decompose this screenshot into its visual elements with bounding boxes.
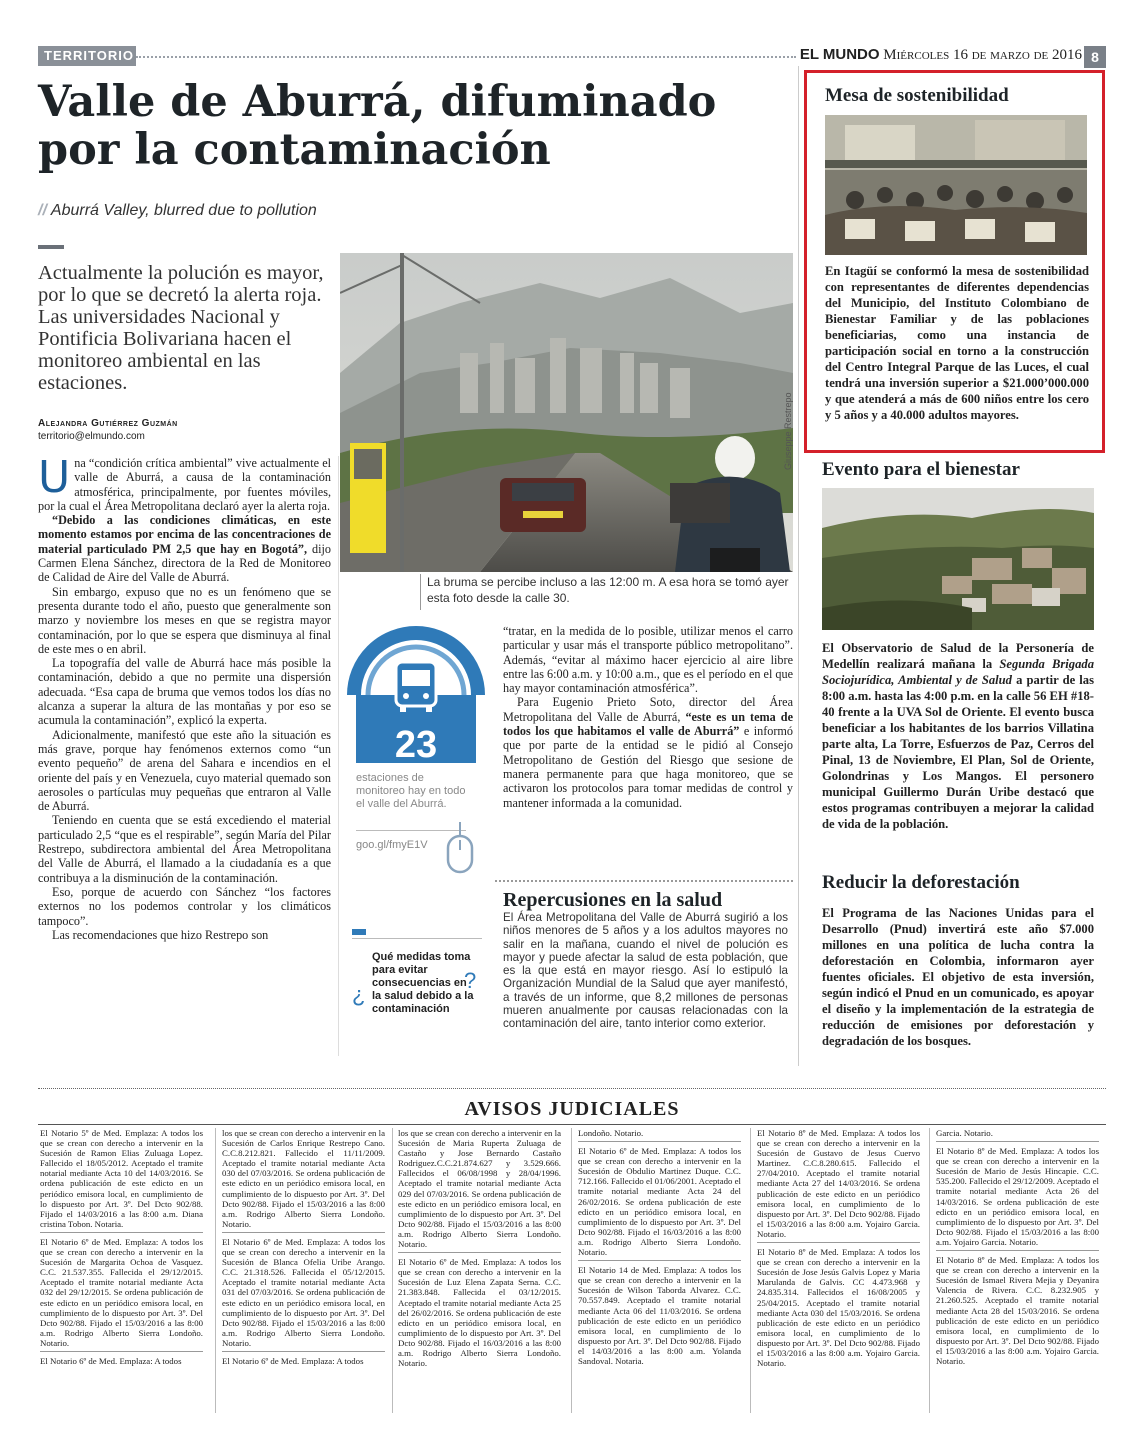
paragraph: Adicionalmente, manifestó que este año la situación es más grave, porque hay fenómenos externos como “un evento pequeño” de arena del Sahara e incendios en el oriente del país y en Venezuela, cuyo material quemado son aerosoles o partículas muy pequeñas que entraron al Valle de Aburrá. xyxy=(38,727,331,814)
photo-caption: La bruma se percibe incluso a las 12:00 m. A esa hora se tomó ayer esta foto desde la calle 30. xyxy=(420,574,793,610)
legal-notice: Londoño. Notario. xyxy=(578,1128,741,1142)
avisos-column-3 xyxy=(398,1128,561,1375)
mesa-title: Mesa de sostenibilidad xyxy=(825,85,1009,106)
avisos-column-6 xyxy=(936,1128,1099,1373)
legal-notice: los que se crean con derecho a intervenir en la Sucesión de Carlos Enrique Restrepo Cano. C.C.8.212.821. Fallecido el 11/11/2009. Aceptado el tramite notarial mediante Acta 030 del 07/03/2016. Se ordena publicación de este edicto en un periódico emisora local, en cumplimiento de lo dispuesto por Art. 3º. Del Dcto 902/88. Fijado el 15/03/2016 a las 8:00 a.m. Rodrigo Alberto Sierra Londoño. Notario. xyxy=(222,1128,385,1233)
legal-separator xyxy=(929,1128,930,1413)
paragraph xyxy=(38,513,331,584)
deforestacion-text: El Programa de las Naciones Unidas para el Desarrollo (Pnud) invertirá este año $7.000 millones en una política de lucha contra la deforestación en Colombia, informaron ayer fuentes oficiales. El objetivo de esta inversión, según indicó el Pnud en un comunicado, es apoyar el diseño y la implementación de la estrategia de reducción de emisiones por deforestación y degradación de los bosques. xyxy=(822,906,1094,1048)
sidebar-divider xyxy=(798,66,799,1066)
paragraph-text: dijo Carmen Elena Sánchez, directora de la Red de Monitoreo de Calidad de Aire del Valle de Aburrá. xyxy=(38,541,331,585)
legal-separator xyxy=(392,1128,393,1413)
slash-mark: // xyxy=(38,202,47,219)
headline: Valle de Aburrá, difuminado por la contaminación xyxy=(38,77,717,175)
section-rule xyxy=(136,56,796,58)
english-title xyxy=(38,202,538,220)
legal-notice: Garcia. Notario. xyxy=(936,1128,1099,1142)
photo-credit: Giuseppe Restrepo xyxy=(783,392,793,470)
repercusiones-text: El Área Metropolitana del Valle de Aburrá sugirió a los niños menores de 5 años y a los adultos mayores no salir en la mañana, cuando el nivel de polución es mayor y puede afectar la salud de esta población, que es la que está en mayor riesgo. Así lo estipuló la Organización Mundial de la Salud que ayer manifestó, a través de un informe, que 8,2 millones de personas mueren anualmente por causas relacionadas con la contaminación del aire, tanto interior como exterior. xyxy=(503,911,788,1031)
legal-notice: El Notario 8º de Med. Emplaza: A todos los que se crean con derecho a intervenir en la Sucesión de Mario de Jesús Hincapie. C.C. 535.200. Fallecido el 29/12/2009. Aceptado el tramite notarial mediante Acta 26 del 14/03/2016. Se ordena publicación de este edicto en un periódico emisora local, en cumplimiento de lo dispuesto por Art. 3º. Del Dcto 902/88. Fijado el 15/03/2016 a las 8:00 a.m. Yojairo Garcia. Notario. xyxy=(936,1146,1099,1251)
neighborhood-photo xyxy=(822,488,1094,630)
paragraph: Las recomendaciones que hizo Restrepo son xyxy=(52,927,269,942)
column-divider xyxy=(338,456,339,1056)
question-divider xyxy=(352,938,482,939)
byline-email: territorio@elmundo.com xyxy=(38,431,145,442)
stations-text: estaciones de monitoreo hay en todo el valle del Aburrá. xyxy=(356,772,466,810)
quote-text: “Debido a las condiciones climáticas, en este momento estamos por encima de las concentraciones de material particulado PM 2,5 que hay en Bogotá”, xyxy=(38,513,331,556)
repercusiones-title: Repercusiones en la salud xyxy=(503,889,723,911)
paragraph xyxy=(503,695,793,809)
article-column-1 xyxy=(38,452,331,942)
masthead xyxy=(796,46,1082,66)
quote-text: “este es un tema de todos los que habitamos el valle de Aburrá” xyxy=(503,709,793,739)
main-photo xyxy=(340,253,793,572)
paragraph: “tratar, en la medida de lo posible, utilizar menos el carro particular y usar más el transporte público metropolitano”. Además, “evitar al máximo hacer ejercicio al aire libre entre las 6:00 a.m. y 10:00 a.m., que es el período en el que hay mayor contaminación atmosférica”. xyxy=(503,624,793,696)
avisos-column-4 xyxy=(578,1128,741,1373)
question-open-mark: ¿ xyxy=(352,982,366,1007)
legal-notice: El Notario 6º de Med. Emplaza: A todos xyxy=(222,1355,364,1366)
info-link[interactable]: goo.gl/fmyE1V xyxy=(356,839,428,851)
paragraph-text: e informó que por parte de la entidad se le pidió al Consejo Metropolitano de Gestión del Riesgo que sesione de manera permanente para que haga monitoreo, que se activaron los protocolos para tomar medidas de control y mantener informada a la comunidad. xyxy=(503,724,793,810)
legal-notice: El Notario 6º de Med. Emplaza: A todos los que se crean con derecho a intervenir en la Sucesión de Blanca Ofelia Uribe Arango. C.C. 21.318.526. Fallecida el 05/12/2015. Aceptado el tramite notarial mediante Acta 031 del 07/03/2016. Se ordena publicación de este edicto en un periódico emisora local, en cumplimiento de lo dispuesto por Art. 3º. Del Dcto 902/88. Fijado el 15/03/2016 a las 8:00 a.m. Rodrigo Alberto Sierra Londoño. Notario. xyxy=(222,1237,385,1352)
english-title-text: Aburrá Valley, blurred due to pollution xyxy=(50,202,317,219)
drop-cap: U xyxy=(38,452,71,503)
paragraph xyxy=(38,452,331,513)
question-text: Qué medidas toma para evitar consecuencias en la salud debido a la contaminación xyxy=(372,951,474,1015)
article-column-2 xyxy=(503,624,793,810)
mesa-sostenibilidad-box xyxy=(804,70,1105,453)
legal-notice: El Notario 5º de Med. Emplaza: A todos los que se crean con derecho a intervenir en la Sucesión de Ramon Elias Zuluaga Lopez. Fallecido el 18/05/2012. Aceptado el tramite notarial mediante Acta 10 del 14/03/2016. Se ordena publicación de este edicto en un periódico emisora local, en cumplimiento de lo dispuesto por Art. 3º. Del Dcto 902/88. Fijado el 14/03/2016 a las 8:00 a.m. Diana cristina Tobon. Notaria. xyxy=(40,1128,203,1233)
section-label: TERRITORIO xyxy=(38,46,136,66)
legal-notice: El Notario 6º de Med. Emplaza: A todos los que se crean con derecho a intervenir en la Sucesión de Luz Elena Zapata Serna. C.C. 21.383.848. Fallecida el 03/12/2015. Aceptado el tramite notarial mediante Acta 25 del 26/02/2016. Se ordena publicación de este edicto en un periódico emisora local, en cumplimiento de lo dispuesto por Art. 3º. Del Dcto 902/88. Fijado el 16/03/2016 a las 8:00 a.m. Rodrigo Alberto Sierra Londoño. Notario. xyxy=(398,1257,561,1369)
legal-notice: El Notario 6º de Med. Emplaza: A todos los que se crean con derecho a intervenir en la Sucesión de Obdulio Martinez Duque. C.C. 712.166. Fallecido el 01/06/2001. Aceptado el tramite notarial mediante Acta 24 del 26/02/2016. Se ordena publicación de este edicto en un periódico emisora local, en cumplimiento de lo dispuesto por Art. 3º. Del Dcto 902/88. Fijado el 16/03/2016 a las 8:00 a.m. Rodrigo Alberto Sierra Londoño. Notario. xyxy=(578,1146,741,1261)
byline-author: Alejandra Gutiérrez Guzmán xyxy=(38,418,178,429)
legal-notice: El Notario 8º de Med. Emplaza: A todos los que se crean con derecho a intervenir en la Sucesión de Jose Jesús Galvis Lopez y Maria Marulanda de Galvis. CC 4.473.968 y 24.835.314. Fallecidos el 16/08/2005 y 25/04/2015. Aceptado el tramite notarial mediante Acta 030 del 15/03/2016. Se ordena publicación de este edicto en un periódico emisora local, en cumplimiento de lo dispuesto por Art. 3º. Del Dcto 902/88. Fijado el 15/03/2016 a las 8:00 a.m. Yojairo Garcia. Notario. xyxy=(757,1247,920,1369)
meeting-photo xyxy=(825,115,1087,255)
legal-separator xyxy=(571,1128,572,1413)
legal-title-rule xyxy=(38,1124,1106,1125)
legal-top-rule xyxy=(38,1088,1106,1089)
paragraph-text: Para Eugenio Prieto Soto, director del Área Metropolitana del Valle de Aburrá, xyxy=(503,695,793,724)
paper-name: EL MUNDO xyxy=(799,46,880,63)
legal-separator xyxy=(750,1128,751,1413)
paragraph: La topografía del valle de Aburrá hace más posible la contaminación, debido a que no permite una dispersión adecuada. “Esa capa de bruma que vemos todos los días no alcanza a superar la altura de las montañas y por eso se acumula la contaminación”, explicó la experta. xyxy=(38,656,331,728)
evento-text-a: El Observatorio de Salud de la Personería de Medellín realizará mañana la xyxy=(822,641,1094,671)
mesa-text: En Itagüí se conformó la mesa de sostenibilidad con representantes de diferentes dependencias del Municipio, del Instituto Colombiano de Bienestar Familiar y de las poblaciones beneficiarias, como una instancia de participación social en torno a la construcción del Centro Integral Parque de las Luces, el cual tendrá una inversión superior a $21.000’000.000 y que atenderá a más de 600 niños entre los cero y 5 años y a 40.000 adultos mayores. xyxy=(825,264,1089,422)
avisos-column-2 xyxy=(222,1128,385,1373)
issue-date: Miércoles 16 de marzo de 2016 xyxy=(883,47,1082,63)
evento-title: Evento para el bienestar xyxy=(822,459,1020,480)
avisos-column-5 xyxy=(757,1128,920,1375)
lead-marker xyxy=(38,245,64,249)
stations-count: 23 xyxy=(394,724,438,766)
paragraph: Sin embargo, expuso que no es un fenómeno que se presenta durante todo el año, puesto que generalmente son marzo y noviembre los meses en que se registra mayor contaminación, por lo que se espera que disminuya al final de este mes o en abril. xyxy=(38,584,331,656)
box-rule xyxy=(495,880,793,882)
question-bar-icon xyxy=(352,929,366,935)
avisos-column-1 xyxy=(40,1128,203,1373)
legal-notice: El Notario 6º de Med. Emplaza: A todos los que se crean con derecho a intervenir en la Sucesión de Margarita Ochoa de Vasquez. C.C. 21.537.355. Fallecida el 29/12/2015. Aceptado el tramite notarial mediante Acta 032 del 29/12/2015. Se ordena publicación de este edicto en un periódico emisora local, en cumplimiento de lo dispuesto por Art. 3º. Del Dcto 902/88. Fijado el 15/03/2016 a las 8:00 a.m. Rodrigo Alberto Sierra Londoño. Notario. xyxy=(40,1237,203,1352)
question-close-mark: ? xyxy=(464,968,477,993)
paragraph-text: na “condición crítica ambiental” vive actualmente el valle de Aburrá, a causa de la contaminación atmosférica, principalmente, por fuentes móviles, por la cual el Área Metropolitana declaró ayer la alerta roja. xyxy=(38,456,331,513)
evento-text xyxy=(822,640,1094,832)
avisos-title: AVISOS JUDICIALES xyxy=(464,1098,680,1120)
evento-text-b: a partir de las 8:00 a.m. hasta las 4:00 p.m. en la calle 56 EH #18-40 frente a la UVA Sol de Oriente. El evento busca beneficiar a los habitantes de los barrios Villatina parte alta, La Torre, Esfuerzos de Paz, Cerros del Pinal, 13 de Noviembre, El Plan, Sol de Oriente, Golondrinas y Los Mangos. El personero municipal Guillermo Durán Uribe destacó que estos programas contribuyen a mejorar la calidad de vida de la población. xyxy=(822,673,1094,831)
legal-separator xyxy=(215,1128,216,1413)
legal-notice: El Notario 14 de Med. Emplaza: A todos los que se crean con derecho a intervenir en la Sucesión de Wilson Taborda Alvarez. C.C. 70.557.849. Aceptado el tramite notarial mediante Acta 06 del 11/03/2016. Se ordena publicación de este edicto en un periódico emisora local, en cumplimiento de lo dispuesto por Art. 3º. Del Dcto 902/88. Fijado el 14/03/2016 a las 8:00 a.m. Yolanda Sandoval. Notaria. xyxy=(578,1265,741,1366)
legal-notice: los que se crean con derecho a intervenir en la Sucesión de Maria Ruperta Zuluaga de Castaño y Jose Bernardo Castaño Rodriguez.C.C.21.874.627 y 3.529.666. Fallecidos el 06/08/1998 y 28/04/1996. Aceptado el tramite notarial mediante Acta 029 del 07/03/2016. Se ordena publicación de este edicto en un periódico emisora local, en cumplimiento de lo dispuesto por Art. 3º. Del Dcto 902/88. Fijado el 15/03/2016 a las 8:00 a.m. Rodrigo Alberto Sierra Londoño. Notario. xyxy=(398,1128,561,1253)
paragraph: Teniendo en cuenta que se está excediendo el material particulado 2,5 “que es el respirable”, según María del Pilar Restrepo, subdirectora ambiental del Área Metropolitana del Valle de Aburrá, el llamado a la ciudadanía es a que contribuya a la disminución de la contaminación. xyxy=(38,813,331,885)
bus-icon xyxy=(396,662,436,712)
smog-street-photo xyxy=(340,253,793,572)
page-number: 8 xyxy=(1084,46,1106,68)
evento-text-italic: Segunda Brigada Sociojurídica, Ambiental y de Salud xyxy=(822,657,1094,687)
legal-notice: El Notario 6º de Med. Emplaza: A todos xyxy=(40,1355,182,1366)
mouse-icon xyxy=(440,822,480,892)
lead-paragraph: Actualmente la polución es mayor, por lo que se decretó la alerta roja. Las universidades Nacional y Pontificia Bolivariana hacen el monitoreo ambiental en las estaciones. xyxy=(38,262,324,394)
paragraph: Eso, porque de acuerdo con Sánchez “los factores externos no los podemos controlar y los climáticos tampoco”. xyxy=(38,884,331,928)
legal-notice: El Notario 8º de Med. Emplaza: A todos los que se crean con derecho a intervenir en la Sucesión de Ismael Rivera Mejia y Deyanira Valencia de Rivera. C.C. 8.232.905 y 21.260.525. Aceptado el tramite notarial mediante Acta 28 del 15/03/2016. Se ordena publicación de este edicto en un periódico emisora local, en cumplimiento de lo dispuesto por Art. 3º. Del Dcto 902/88. Fijado el 15/03/2016 a las 8:00 a.m. Yojairo Garcia. Notario. xyxy=(936,1255,1099,1366)
legal-notice: El Notario 8º de Med. Emplaza: A todos los que se crean con derecho a intervenir en la Sucesión de Gustavo de Jesus Cuervo Martinez. C.C.8.280.615. Fallecido el 27/04/2010. Aceptado el tramite notarial mediante Acta 27 del 14/03/2016. Se ordena publicación de este edicto en un periódico emisora local, en cumplimiento de lo dispuesto por Art. 3º. Del Dcto 902/88. Fijado el 15/03/2016 a las 8:00 a.m. Yojairo Garcia. Notario. xyxy=(757,1128,920,1243)
deforestacion-title: Reducir la deforestación xyxy=(822,872,1020,893)
